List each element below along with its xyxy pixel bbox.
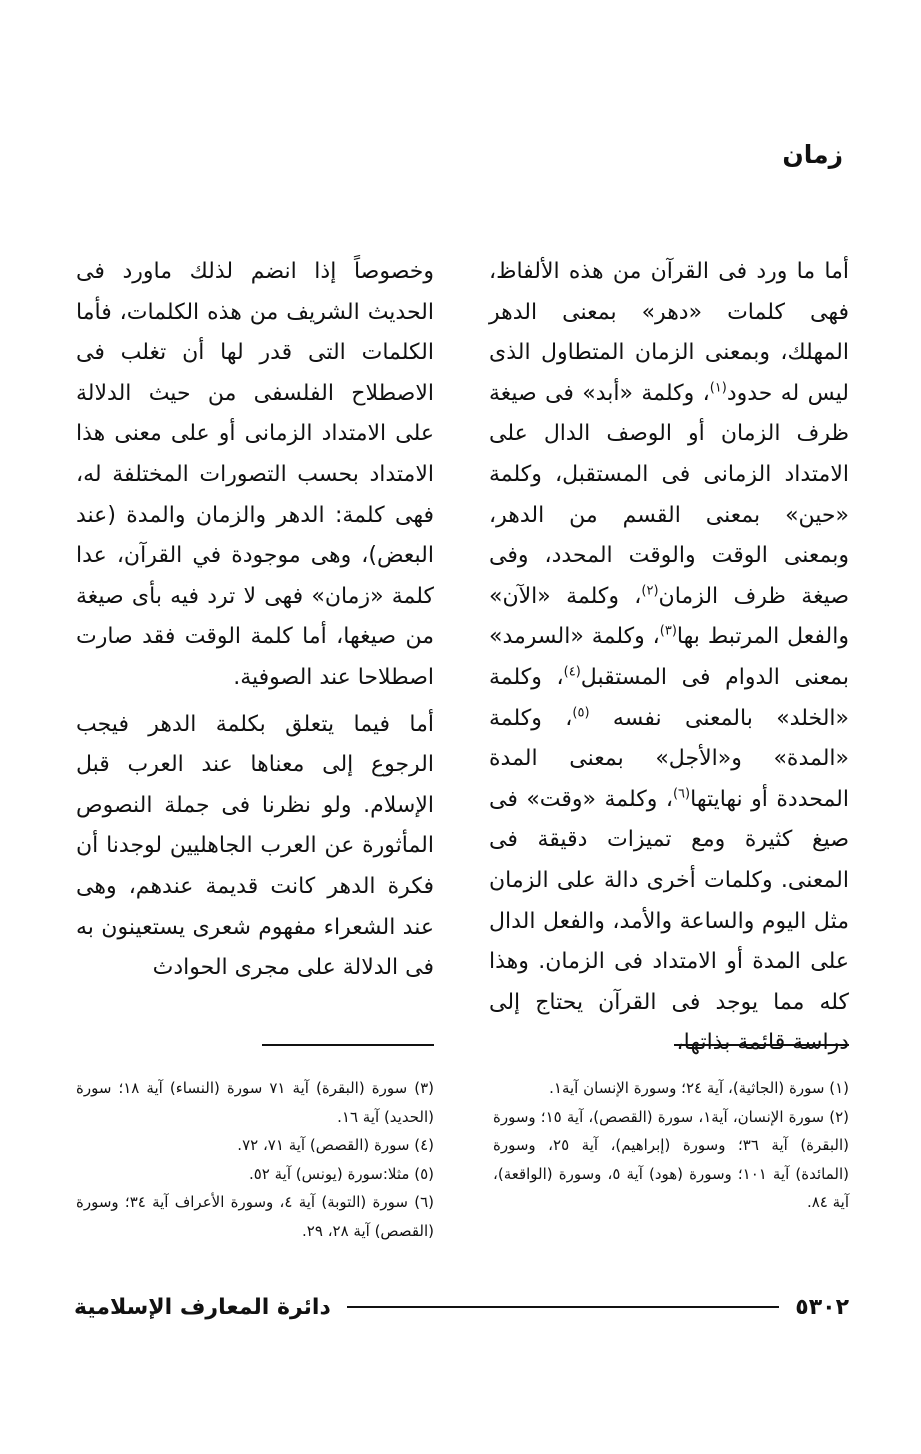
footnote-marker: (٣) (659, 624, 677, 640)
right-column-paragraph: أما ما ورد فى القرآن من هذه الألفاظ، فهى كلمات «دهر» بمعنى الدهر المهلك، وبمعنى الزمان المتطاول الذى ليس له حدود$^{(١)}$، وكلمة «أبد» فى صيغة ظرف الزمان أو الوصف الدال على الامتداد الزمانى فى المستقبل، وكلمة «حين» بمعنى القسم من الدهر، وبمعنى الوقت والوقت المحدد، وفى صيغة ظرف الزمان$^{(٢)}$، وكلمة «الآن» والفعل المرتبط بها$^{(٣)}$، وكلمة «السرمد» بمعنى الدوام فى المستقبل$^{(٤)}$، وكلمة «الخلد» بالمعنى نفسه $^{(٥)}$، وكلمة «المدة» و«الأجل» بمعنى المدة المحددة أو نهايتها$^{(٦)}$، وكلمة «وقت» فى صيغ كثيرة ومع تميزات دقيقة فى المعنى. وكلمات أخرى دالة على الزمان مثل اليوم والساعة والأمد، والفعل الدال على المدة أو الامتداد فى الزمان. وهذا كله مما يوجد فى القرآن يحتاج إلى دراسة قائمة بذاتها، (489, 259, 849, 1056)
footnotes-left (76, 1074, 434, 1245)
footnote-marker: (٦) (672, 786, 691, 802)
footnote-divider-left (262, 1044, 434, 1046)
footnote-marker: (٢) (641, 583, 659, 599)
right-column (489, 252, 849, 1064)
left-column-paragraph-1: وخصوصاً إذا انضم لذلك ماورد فى الحديث الشريف من هذه الكلمات، فأما الكلمات التى قدر لها أن تغلب فى الاصطلاح الفلسفى من حيث الدلالة على الامتداد الزمانى أو على معنى هذا الامتداد بحسب التصورات المختلفة له، فهى كلمة: الدهر والزمان والمدة (عند البعض)، وهى موجودة في القرآن، عدا كلمة «زمان» فهى لا ترد فيه بأى صيغة من صيغها، أما كلمة الوقت فقد صارت اصطلاحا عند الصوفية. (76, 259, 434, 690)
footnote-1: (١) سورة (الجاثية)، آية ٢٤؛ وسورة الإنسان آية١. (549, 1079, 849, 1097)
left-column (76, 252, 434, 989)
footnote-marker: (٥) (572, 705, 590, 721)
footnote-marker: (٤) (563, 664, 581, 680)
footnote-5: (٥) مثلا:سورة (يونس) آية ٥٢. (248, 1164, 434, 1183)
footnote-3: (٣) سورة (البقرة) آية ٧١ سورة (النساء) آية ١٨؛ سورة (الحديد) آية ١٦. (76, 1079, 434, 1126)
running-head: زمان (782, 140, 843, 169)
footnote-2: (٢) سورة الإنسان، آية١، سورة (القصص)، آية ١٥؛ وسورة (البقرة) آية ٣٦؛ وسورة (إبراهيم)، آية ٢٥، وسورة (المائدة) آية ١٠١؛ وسورة (هود) آية ٥، وسورة (الواقعة)، آية ٨٤. (493, 1107, 850, 1211)
footnote-divider-right (674, 1044, 849, 1046)
footnotes-right (493, 1074, 849, 1217)
footer-rule (347, 1306, 780, 1308)
left-column-paragraph-2: أما فيما يتعلق بكلمة الدهر فيجب الرجوع إلى معناها عند العرب قبل الإسلام. ولو نظرنا فى جملة النصوص المأثورة عن العرب الجاهليين لوجدنا أن فكرة الدهر كانت قديمة عندهم، وهى عند الشعراء مفهوم شعرى يستعينون به فى الدلالة على مجرى الحوادث (76, 711, 434, 981)
page-footer (74, 1290, 849, 1324)
page-number: ٥٣٠٢ (795, 1294, 849, 1320)
footnote-4: (٤) سورة (القصص) آية ٧١، ٧٢. (237, 1136, 434, 1154)
footnote-6: (٦) سورة (التوبة) آية ٤، وسورة الأعراف آية ٣٤؛ وسورة (القصص) آية ٢٨، ٢٩. (76, 1193, 434, 1240)
publication-title: دائرة المعارف الإسلامية (74, 1294, 331, 1320)
footnote-marker: (١) (709, 380, 727, 396)
